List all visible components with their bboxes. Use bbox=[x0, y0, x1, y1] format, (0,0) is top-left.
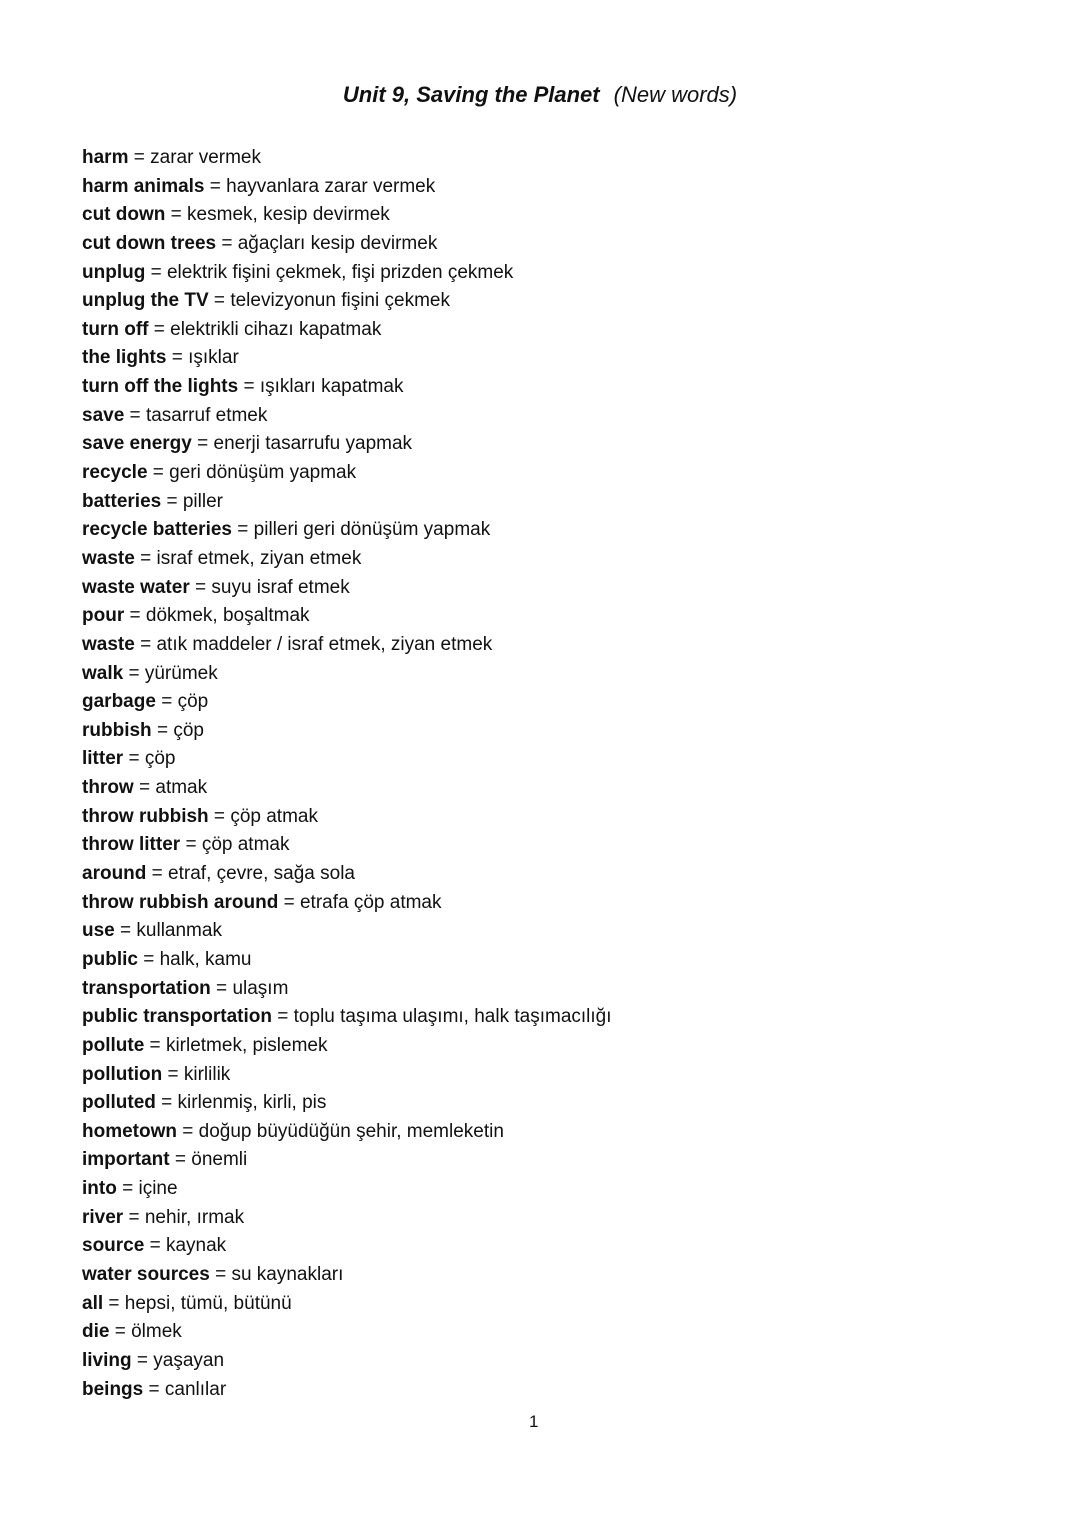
entry-separator: = bbox=[238, 376, 260, 398]
entry-term: public bbox=[82, 948, 138, 970]
entry-separator: = bbox=[123, 748, 145, 770]
entry-separator: = bbox=[116, 1178, 139, 1200]
entry-separator: = bbox=[208, 805, 231, 827]
vocabulary-entry bbox=[82, 917, 612, 946]
vocabulary-entry bbox=[82, 1118, 612, 1147]
entry-term: harm animals bbox=[82, 175, 205, 197]
vocabulary-entry bbox=[82, 631, 612, 660]
vocabulary-entry bbox=[82, 344, 612, 373]
entry-term: waste water bbox=[82, 576, 190, 598]
vocabulary-entry bbox=[82, 259, 612, 288]
vocabulary-entry bbox=[82, 946, 612, 975]
entry-meaning: suyu israf etmek bbox=[211, 576, 350, 598]
entry-term: the lights bbox=[82, 347, 167, 369]
entry-separator: = bbox=[204, 175, 227, 197]
vocabulary-entry bbox=[82, 1347, 612, 1376]
entry-separator: = bbox=[155, 691, 178, 713]
entry-term: rubbish bbox=[82, 719, 152, 741]
entry-separator: = bbox=[180, 834, 202, 856]
entry-meaning: kesmek, kesip devirmek bbox=[187, 204, 390, 226]
entry-meaning: çöp atmak bbox=[201, 834, 290, 856]
entry-meaning: atmak bbox=[155, 777, 208, 799]
entry-separator: = bbox=[131, 1349, 154, 1371]
entry-separator: = bbox=[278, 891, 300, 913]
vocabulary-entry bbox=[82, 975, 612, 1004]
entry-meaning: doğup büyüdüğün şehir, memleketin bbox=[198, 1120, 504, 1142]
vocabulary-entry bbox=[82, 831, 612, 860]
entry-meaning: kullanmak bbox=[136, 920, 222, 942]
entry-meaning: ışıkları kapatmak bbox=[259, 376, 404, 398]
entry-term: batteries bbox=[82, 490, 162, 512]
entry-meaning: yaşayan bbox=[153, 1349, 225, 1371]
vocabulary-entry bbox=[82, 287, 612, 316]
entry-meaning: etraf, çevre, sağa sola bbox=[168, 863, 355, 885]
page-title bbox=[0, 82, 1080, 108]
entry-term: into bbox=[82, 1178, 117, 1200]
entry-term: waste bbox=[82, 547, 135, 569]
entry-separator: = bbox=[162, 1063, 184, 1085]
entry-term: all bbox=[82, 1292, 104, 1314]
vocabulary-entry bbox=[82, 545, 612, 574]
entry-separator: = bbox=[123, 662, 145, 684]
vocabulary-entry bbox=[82, 688, 612, 717]
entry-meaning: enerji tasarrufu yapmak bbox=[213, 433, 413, 455]
vocabulary-entry bbox=[82, 402, 612, 431]
entry-separator: = bbox=[216, 232, 238, 254]
entry-separator: = bbox=[209, 1263, 232, 1285]
entry-meaning: kirletmek, pislemek bbox=[165, 1034, 328, 1056]
entry-separator: = bbox=[114, 920, 137, 942]
entry-meaning: canlılar bbox=[164, 1378, 227, 1400]
entry-separator: = bbox=[165, 204, 188, 226]
entry-separator: = bbox=[133, 777, 156, 799]
entry-term: around bbox=[82, 863, 147, 885]
entry-separator: = bbox=[137, 948, 160, 970]
entry-separator: = bbox=[161, 490, 183, 512]
entry-meaning: elektrik fişini çekmek, fişi prizden çekmek bbox=[166, 261, 514, 283]
entry-term: public transportation bbox=[82, 1006, 272, 1028]
entry-separator: = bbox=[144, 1034, 166, 1056]
entry-meaning: toplu taşıma ulaşımı, halk taşımacılığı bbox=[293, 1006, 612, 1028]
vocabulary-entry bbox=[82, 574, 612, 603]
entry-term: litter bbox=[82, 748, 124, 770]
entry-separator: = bbox=[189, 576, 212, 598]
vocabulary-entry bbox=[82, 1376, 612, 1405]
entry-meaning: israf etmek, ziyan etmek bbox=[156, 547, 362, 569]
entry-separator: = bbox=[143, 1378, 165, 1400]
entry-separator: = bbox=[155, 1092, 178, 1114]
entry-term: throw rubbish bbox=[82, 805, 209, 827]
vocabulary-entry bbox=[82, 1003, 612, 1032]
entry-separator: = bbox=[208, 290, 231, 312]
page-number: 1 bbox=[529, 1412, 539, 1431]
entry-term: throw bbox=[82, 777, 134, 799]
entry-meaning: dökmek, boşaltmak bbox=[145, 605, 310, 627]
entry-term: garbage bbox=[82, 691, 156, 713]
entry-meaning: pilleri geri dönüşüm yapmak bbox=[253, 519, 491, 541]
vocabulary-entry bbox=[82, 1204, 612, 1233]
entry-separator: = bbox=[177, 1120, 199, 1142]
entry-separator: = bbox=[144, 1235, 166, 1257]
vocabulary-entry bbox=[82, 230, 612, 259]
entry-meaning: çöp bbox=[144, 748, 176, 770]
entry-term: walk bbox=[82, 662, 124, 684]
entry-meaning: elektrikli cihazı kapatmak bbox=[170, 318, 382, 340]
entry-term: die bbox=[82, 1321, 110, 1343]
entry-meaning: etrafa çöp atmak bbox=[299, 891, 442, 913]
vocabulary-entry bbox=[82, 774, 612, 803]
entry-separator: = bbox=[146, 863, 169, 885]
vocabulary-entry bbox=[82, 660, 612, 689]
entry-meaning: ağaçları kesip devirmek bbox=[237, 232, 438, 254]
title-subtitle: (New words) bbox=[613, 82, 738, 107]
vocabulary-entry bbox=[82, 1032, 612, 1061]
entry-term: cut down trees bbox=[82, 232, 217, 254]
entry-term: river bbox=[82, 1206, 124, 1228]
entry-term: save bbox=[82, 404, 125, 426]
vocabulary-entry bbox=[82, 1146, 612, 1175]
vocabulary-entry bbox=[82, 745, 612, 774]
entry-meaning: piller bbox=[182, 490, 223, 512]
vocabulary-entry bbox=[82, 860, 612, 889]
entry-term: waste bbox=[82, 633, 135, 655]
entry-term: unplug the TV bbox=[82, 290, 209, 312]
entry-separator: = bbox=[123, 1206, 145, 1228]
vocabulary-entry bbox=[82, 1290, 612, 1319]
vocabulary-entry bbox=[82, 459, 612, 488]
entry-meaning: önemli bbox=[191, 1149, 248, 1171]
entry-term: use bbox=[82, 920, 115, 942]
vocabulary-entry bbox=[82, 1089, 612, 1118]
entry-meaning: hepsi, tümü, bütünü bbox=[124, 1292, 292, 1314]
entry-separator: = bbox=[124, 404, 146, 426]
entry-term: recycle batteries bbox=[82, 519, 232, 541]
vocabulary-entry bbox=[82, 516, 612, 545]
entry-term: save energy bbox=[82, 433, 192, 455]
entry-separator: = bbox=[147, 462, 170, 484]
entry-term: water sources bbox=[82, 1263, 210, 1285]
entry-meaning: ölmek bbox=[131, 1321, 182, 1343]
entry-meaning: yürümek bbox=[144, 662, 218, 684]
entry-separator: = bbox=[191, 433, 214, 455]
entry-meaning: çöp bbox=[173, 719, 204, 741]
vocabulary-entry bbox=[82, 1175, 612, 1204]
entry-term: pollute bbox=[82, 1034, 145, 1056]
entry-meaning: nehir, ırmak bbox=[144, 1206, 245, 1228]
entry-term: throw litter bbox=[82, 834, 181, 856]
vocabulary-entry bbox=[82, 803, 612, 832]
entry-term: hometown bbox=[82, 1120, 177, 1142]
entry-separator: = bbox=[103, 1292, 125, 1314]
entry-meaning: tasarruf etmek bbox=[145, 404, 268, 426]
entry-separator: = bbox=[128, 147, 151, 168]
entry-term: pour bbox=[82, 605, 125, 627]
entry-term: throw rubbish around bbox=[82, 891, 279, 913]
entry-term: cut down bbox=[82, 204, 166, 226]
vocabulary-entry bbox=[82, 201, 612, 230]
vocabulary-entry bbox=[82, 889, 612, 918]
vocabulary-entry bbox=[82, 144, 612, 173]
entry-separator: = bbox=[145, 261, 167, 283]
vocabulary-entry bbox=[82, 1261, 612, 1290]
entry-meaning: kirlenmiş, kirli, pis bbox=[177, 1092, 327, 1114]
entry-meaning: ışıklar bbox=[188, 347, 239, 369]
entry-term: living bbox=[82, 1349, 132, 1371]
entry-meaning: halk, kamu bbox=[159, 948, 252, 970]
vocabulary-entry bbox=[82, 1061, 612, 1090]
entry-separator: = bbox=[272, 1006, 294, 1028]
entry-meaning: çöp atmak bbox=[230, 805, 318, 827]
entry-term: recycle bbox=[82, 462, 148, 484]
entry-separator: = bbox=[232, 519, 254, 541]
entry-meaning: zarar vermek bbox=[150, 147, 261, 168]
entry-meaning: su kaynakları bbox=[231, 1263, 344, 1285]
entry-separator: = bbox=[109, 1321, 132, 1343]
entry-separator: = bbox=[134, 547, 157, 569]
entry-separator: = bbox=[166, 347, 189, 369]
vocabulary-entry bbox=[82, 1318, 612, 1347]
entry-meaning: içine bbox=[138, 1178, 178, 1200]
vocabulary-entry bbox=[82, 602, 612, 631]
vocabulary-entry bbox=[82, 488, 612, 517]
entry-meaning: ulaşım bbox=[232, 977, 289, 999]
vocabulary-entry bbox=[82, 717, 612, 746]
entry-term: source bbox=[82, 1235, 145, 1257]
entry-term: important bbox=[82, 1149, 170, 1171]
entry-term: pollution bbox=[82, 1063, 163, 1085]
entry-meaning: kirlilik bbox=[183, 1063, 231, 1085]
vocabulary-entry bbox=[82, 173, 612, 202]
title-main: Unit 9, Saving the Planet bbox=[342, 82, 600, 107]
entry-separator: = bbox=[124, 605, 146, 627]
entry-separator: = bbox=[169, 1149, 192, 1171]
vocabulary-entry bbox=[82, 373, 612, 402]
entry-meaning: kaynak bbox=[165, 1235, 227, 1257]
vocabulary-entry bbox=[82, 430, 612, 459]
entry-term: unplug bbox=[82, 261, 146, 283]
entry-separator: = bbox=[210, 977, 233, 999]
entry-term: transportation bbox=[82, 977, 211, 999]
entry-term: polluted bbox=[82, 1092, 156, 1114]
vocabulary-entry bbox=[82, 316, 612, 345]
entry-meaning: çöp bbox=[177, 691, 209, 713]
entry-separator: = bbox=[134, 633, 157, 655]
entry-term: turn off the lights bbox=[82, 376, 239, 398]
vocabulary-entry bbox=[82, 1232, 612, 1261]
entry-term: harm bbox=[82, 147, 129, 168]
entry-meaning: atık maddeler / israf etmek, ziyan etmek bbox=[156, 633, 493, 655]
entry-separator: = bbox=[151, 719, 174, 741]
entry-meaning: hayvanlara zarar vermek bbox=[226, 175, 436, 197]
entry-separator: = bbox=[148, 318, 171, 340]
vocabulary-list bbox=[82, 144, 612, 1404]
entry-term: turn off bbox=[82, 318, 149, 340]
entry-term: beings bbox=[82, 1378, 144, 1400]
entry-meaning: geri dönüşüm yapmak bbox=[169, 462, 357, 484]
entry-meaning: televizyonun fişini çekmek bbox=[230, 290, 450, 312]
